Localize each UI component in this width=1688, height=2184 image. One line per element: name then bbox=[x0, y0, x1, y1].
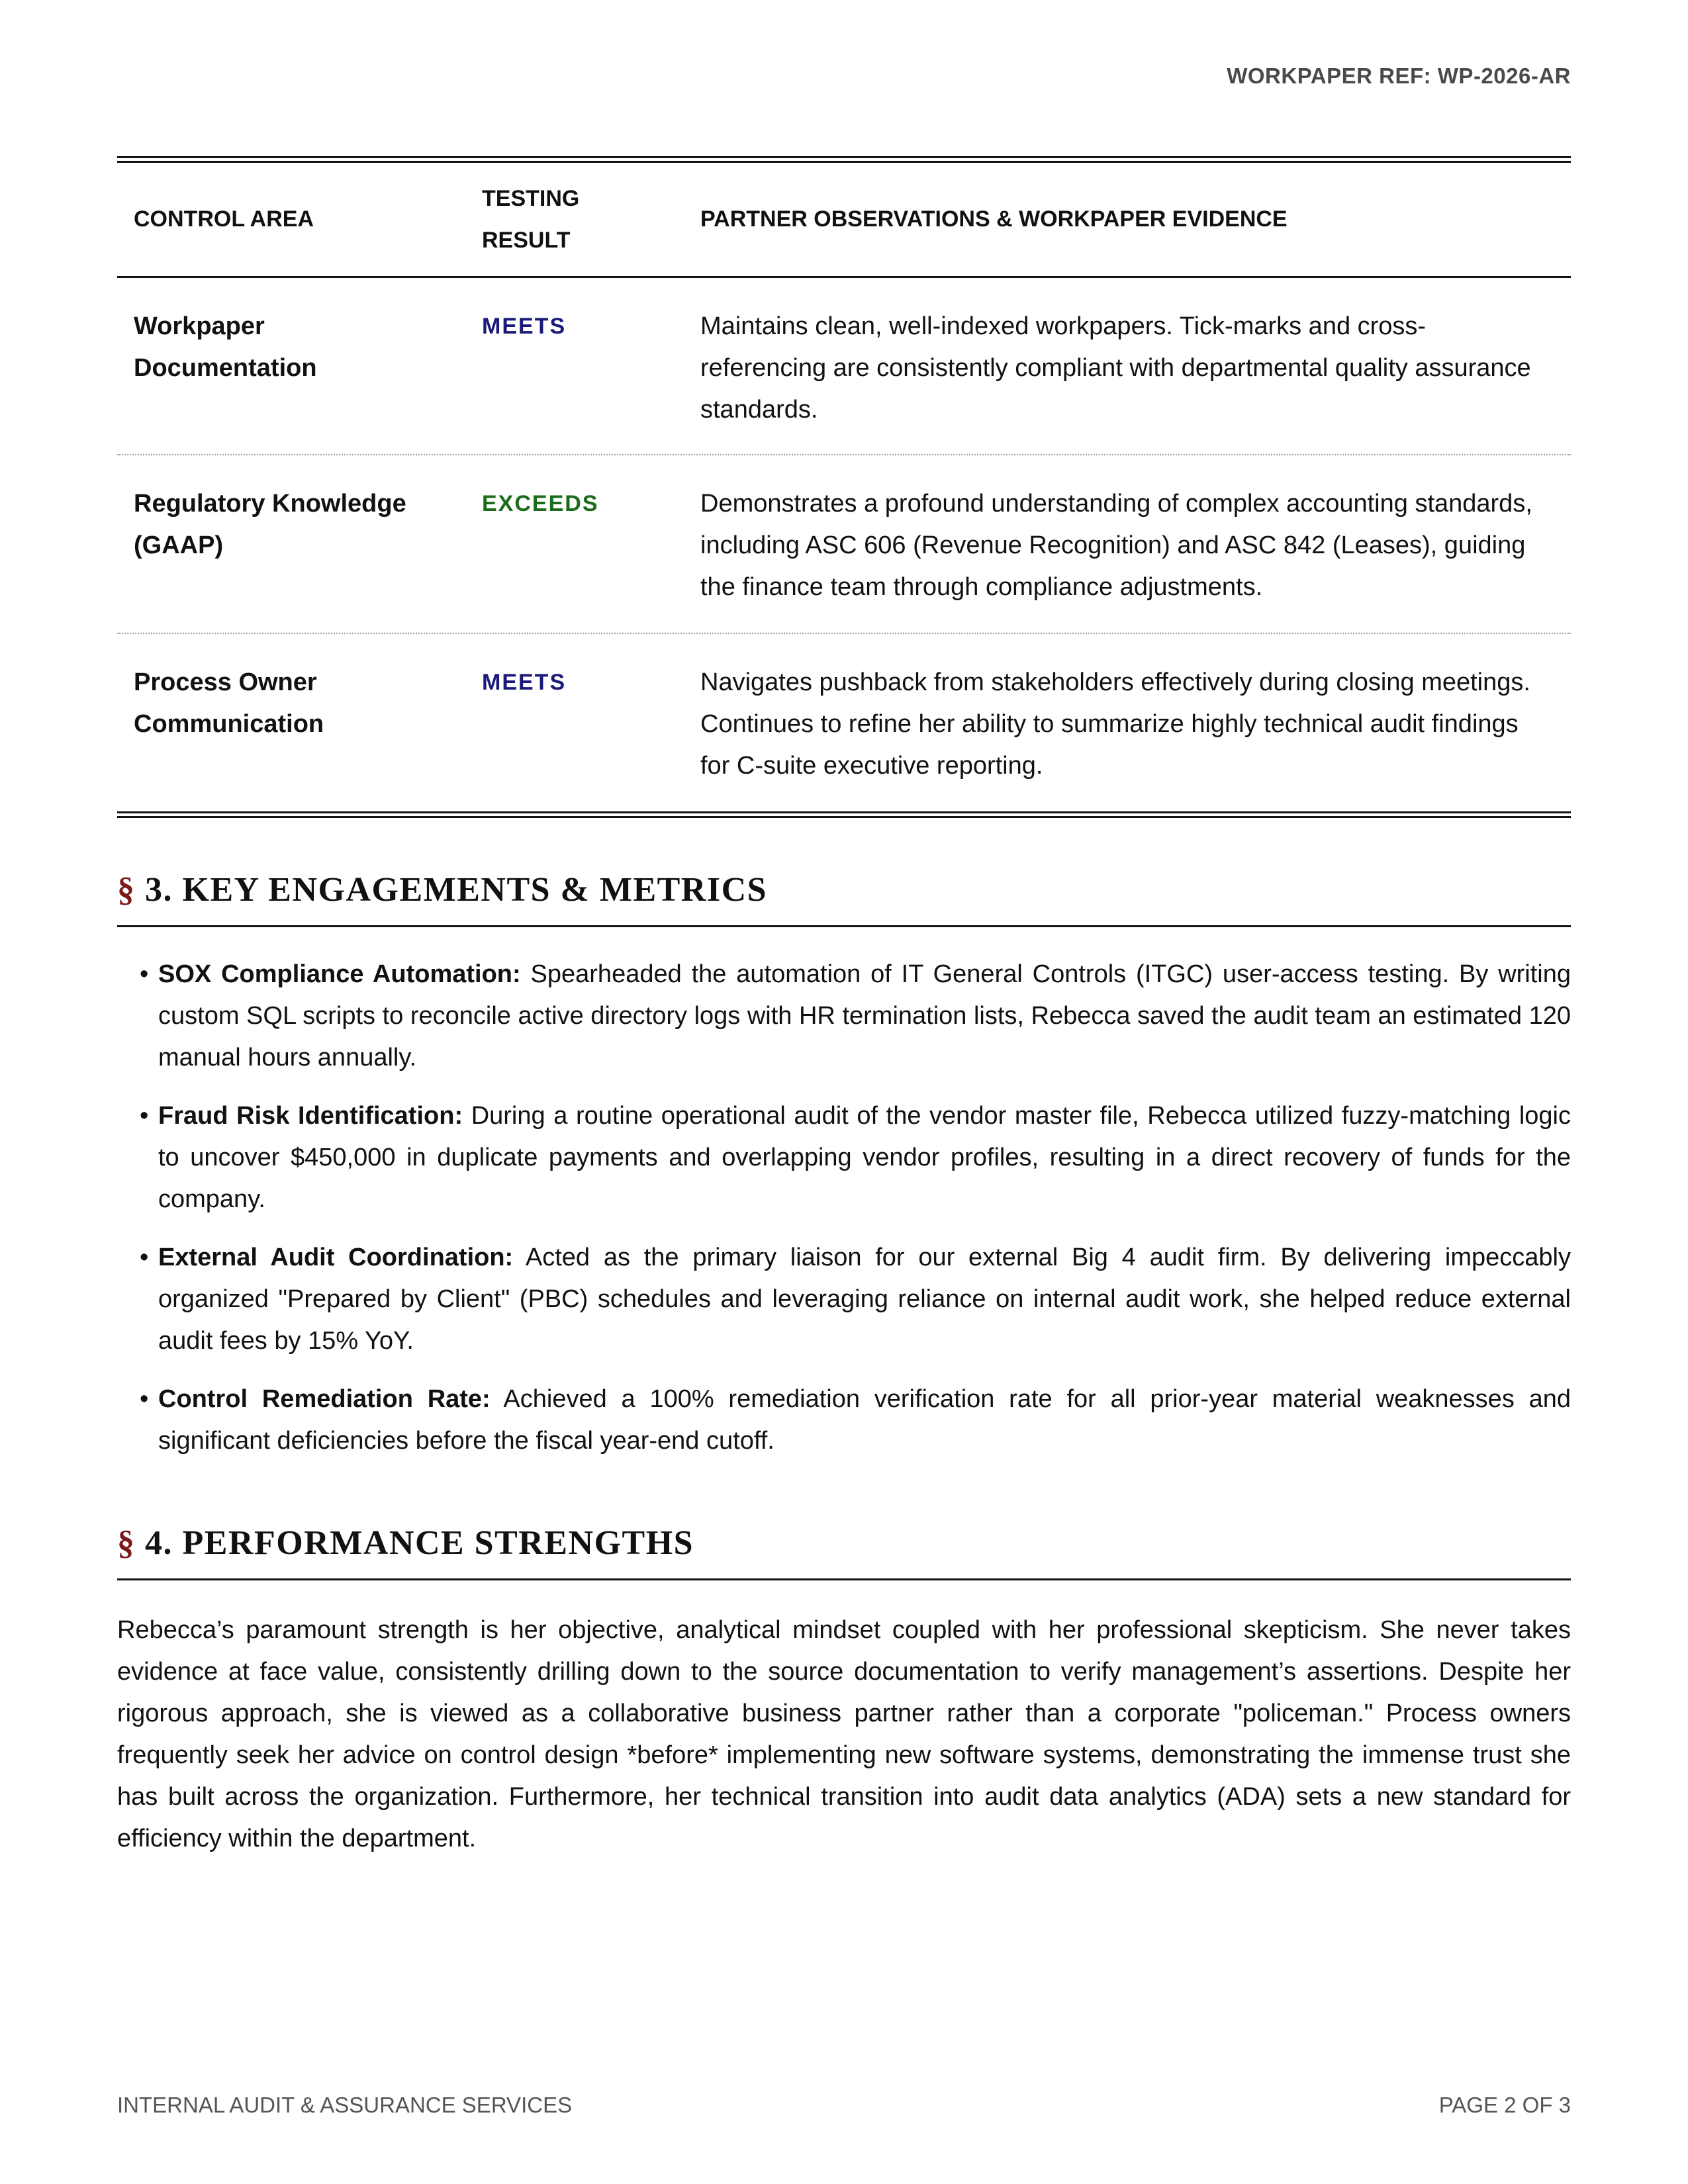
section-4-heading bbox=[117, 1520, 1571, 1580]
bullet-label: Control Remediation Rate: bbox=[158, 1385, 491, 1413]
bullet-label: SOX Compliance Automation: bbox=[158, 960, 521, 988]
bullet-label: External Audit Coordination: bbox=[158, 1244, 514, 1271]
list-item: • Control Remediation Rate: Achieved a 100% remediation verification rate for all prior-year material weaknesses and significant deficiencies before the fiscal year-end cutoff. bbox=[140, 1385, 1571, 1455]
list-item: • External Audit Coordination: Acted as the primary liaison for our external Big 4 audit firm. By delivering impeccably organized "Prepared by Client" (PBC) schedules and leveraging reliance on internal audit work, she helped reduce external audit fees by 15% YoY. bbox=[140, 1244, 1571, 1355]
section-3-heading bbox=[117, 867, 1571, 927]
header-testing-result: TESTING RESULT bbox=[482, 185, 580, 253]
bullet-text: Achieved a 100% remediation verification rate for all prior-year material weaknesses and significant deficiencies before the fiscal year-end cutoff. bbox=[158, 1385, 1571, 1455]
header-control-area: CONTROL AREA bbox=[134, 206, 314, 232]
testing-result-cell: MEETS bbox=[482, 670, 567, 695]
section-symbol: § bbox=[117, 1524, 136, 1562]
table-row bbox=[117, 278, 1571, 455]
bullet-text: Spearheaded the automation of IT General Controls (ITGC) user-access testing. By writing custom SQL scripts to reconcile active directory logs with HR termination lists, Rebecca saved the audit team an estimated 120 manual hours annually. bbox=[158, 960, 1571, 1071]
bullet-text: Acted as the primary liaison for our external Big 4 audit firm. By delivering impeccably organized "Prepared by Client" (PBC) schedules and leveraging reliance on internal audit work, she helped reduce external audit fees by 15% YoY. bbox=[158, 1244, 1571, 1355]
section-symbol: § bbox=[117, 871, 136, 909]
control-assessment-table bbox=[117, 156, 1571, 818]
table-bottom-rule bbox=[117, 811, 1571, 818]
control-area-cell: Regulatory Knowledge (GAAP) bbox=[134, 490, 406, 559]
table-row bbox=[117, 634, 1571, 811]
footer-page-number: PAGE 2 OF 3 bbox=[1438, 2093, 1571, 2117]
document-page bbox=[117, 0, 1571, 2184]
observation-cell: Maintains clean, well-indexed workpapers. Tick-marks and cross-referencing are consistently compliant with departmental quality assurance standards. bbox=[700, 312, 1531, 424]
control-area-cell: Process Owner Communication bbox=[134, 668, 324, 738]
table-header-row bbox=[117, 163, 1571, 278]
bullet-text: During a routine operational audit of the vendor master file, Rebecca utilized fuzzy-matching logic to uncover $450,000 in duplicate payments and overlapping vendor profiles, resulting in a direct recovery of funds for the company. bbox=[158, 1102, 1571, 1213]
bullet-label: Fraud Risk Identification: bbox=[158, 1102, 463, 1130]
table-top-rule bbox=[117, 156, 1571, 163]
observation-cell: Demonstrates a profound understanding of complex accounting standards, including ASC 606 (Revenue Recognition) and ASC 842 (Leases), guiding the finance team through compliance adjustments. bbox=[700, 490, 1532, 601]
section-4-title: 4. PERFORMANCE STRENGTHS bbox=[145, 1524, 694, 1562]
list-item: • SOX Compliance Automation: Spearheaded the automation of IT General Controls (ITGC) user-access testing. By writing custom SQL scripts to reconcile active directory logs with HR termination lists, Rebecca saved the audit team an estimated 120 manual hours annually. bbox=[140, 960, 1571, 1071]
engagements-list bbox=[117, 954, 1571, 1479]
observation-cell: Navigates pushback from stakeholders effectively during closing meetings. Continues to refine her ability to summarize highly technical audit findings for C-suite executive reporting. bbox=[700, 668, 1530, 780]
control-area-cell: Workpaper Documentation bbox=[134, 312, 317, 382]
strengths-paragraph: Rebecca’s paramount strength is her objective, analytical mindset coupled with her professional skepticism. She never takes evidence at face value, consistently drilling down to the source documentation to verify management’s assertions. Despite her rigorous approach, she is viewed as a collaborative business partner rather than a corporate "policeman." Process owners frequently seek her advice on control design *before* implementing new software systems, demonstrating the immense trust she has built across the organization. Furthermore, her technical transition into audit data analytics (ADA) sets a new standard for efficiency within the department. bbox=[117, 1616, 1571, 1852]
list-item: • Fraud Risk Identification: During a routine operational audit of the vendor master file, Rebecca utilized fuzzy-matching logic to uncover $450,000 in duplicate payments and overlapping vendor profiles, resulting in a direct recovery of funds for the company. bbox=[140, 1102, 1571, 1213]
header-observations: PARTNER OBSERVATIONS & WORKPAPER EVIDENCE bbox=[700, 206, 1288, 232]
footer-department: INTERNAL AUDIT & ASSURANCE SERVICES bbox=[117, 2093, 573, 2117]
workpaper-reference: WORKPAPER REF: WP-2026-AR bbox=[1227, 64, 1571, 88]
section-3-title: 3. KEY ENGAGEMENTS & METRICS bbox=[145, 871, 768, 909]
testing-result-cell: EXCEEDS bbox=[482, 491, 599, 516]
testing-result-cell: MEETS bbox=[482, 314, 567, 339]
table-row bbox=[117, 455, 1571, 634]
